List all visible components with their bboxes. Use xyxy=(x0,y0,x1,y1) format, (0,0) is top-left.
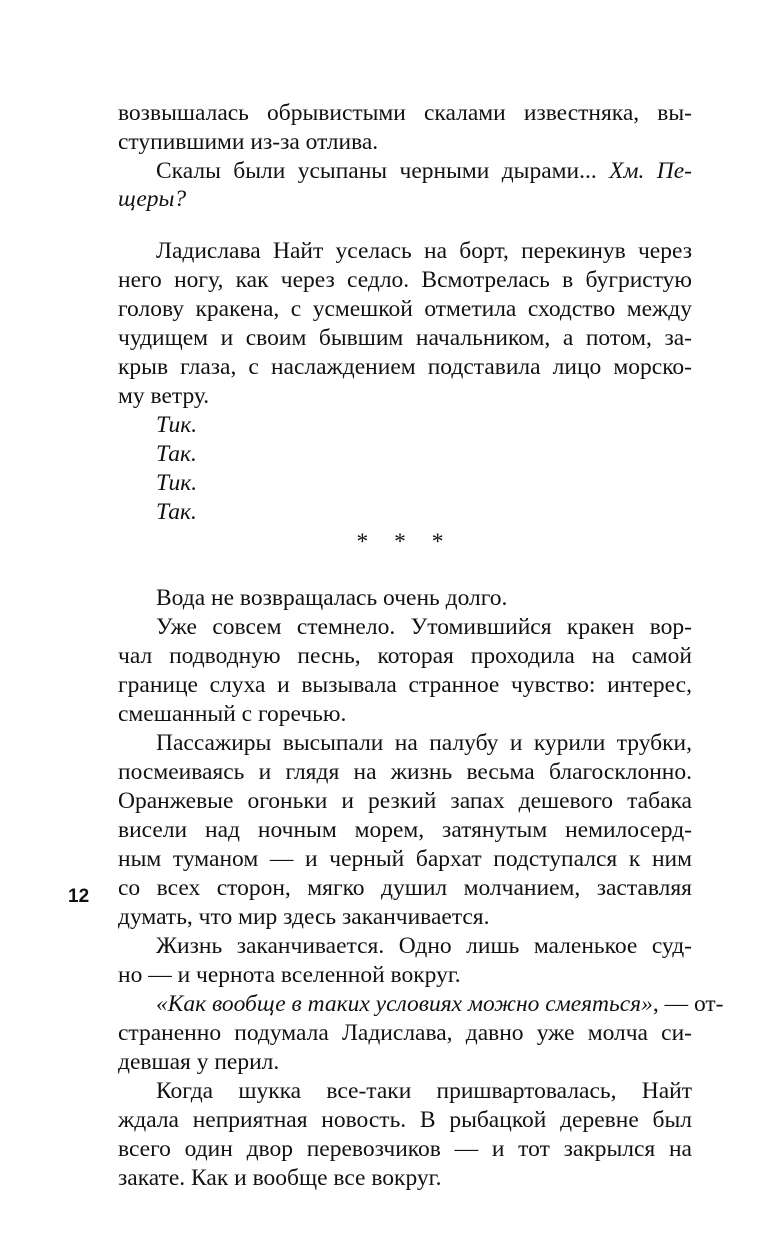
text-line: Уже совсем стемнело. Утомившийся кракен вор- xyxy=(156,614,692,640)
text-line: думать, что мир здесь заканчивается. xyxy=(118,904,490,930)
italic-text-line: щеры? xyxy=(118,186,187,212)
italic-quote: «Как вообще в таких условиях можно смеяться» xyxy=(156,991,653,1017)
text-line xyxy=(156,989,724,1019)
text-line: ждала неприятная новость. В рыбацкой деревне был xyxy=(118,1107,692,1133)
text-line: возвышалась обрывистыми скалами известняка, вы- xyxy=(118,100,692,126)
italic-text-line: Тик. xyxy=(156,470,198,496)
page-number: 12 xyxy=(68,886,90,907)
text-line: Пассажиры высыпали на палубу и курили трубки, xyxy=(156,730,692,756)
text-line xyxy=(156,156,692,186)
text-line: чудищем и своим бывшим начальником, а потом, за- xyxy=(118,325,692,351)
text-line: крыв глаза, с наслаждением подставила лицо морско- xyxy=(118,354,692,380)
text-line: но — и чернота вселенной вокруг. xyxy=(118,962,461,988)
text-line: девшая у перил. xyxy=(118,1049,280,1075)
text-line: Вода не возвращалась очень долго. xyxy=(156,585,508,611)
text-line: му ветру. xyxy=(118,383,210,409)
italic-text-line: Так. xyxy=(156,499,197,525)
text-line: висели над ночным морем, затянутым немилосерд- xyxy=(118,817,692,843)
text-line: ным туманом — и черный бархат подступался к ним xyxy=(118,846,692,872)
italic-text: Хм. Пе- xyxy=(609,158,692,184)
text-line: смешанный с горечью. xyxy=(118,701,347,727)
text-line: Ладислава Найт уселась на борт, перекинув через xyxy=(156,238,692,264)
text-span: , — от- xyxy=(652,991,724,1017)
text-line: Когда шукка все-таки пришвартовалась, Найт xyxy=(156,1078,692,1104)
italic-text-line: Тик. xyxy=(156,412,198,438)
section-separator: * * * xyxy=(356,529,454,555)
text-line: границе слуха и вызывала странное чувство: интерес, xyxy=(118,672,692,698)
text-line: Оранжевые огоньки и резкий запах дешевого табака xyxy=(118,788,692,814)
text-line: него ногу, как через седло. Всмотрелась в бугристую xyxy=(118,267,692,293)
text-line: посмеиваясь и глядя на жизнь весьма благосклонно. xyxy=(118,759,692,785)
text-span: Скалы были усыпаны черными дырами... xyxy=(156,158,610,184)
text-line: Жизнь заканчивается. Одно лишь маленькое суд- xyxy=(156,933,692,959)
italic-text-line: Так. xyxy=(156,441,197,467)
text-line: страненно подумала Ладислава, давно уже молча си- xyxy=(118,1020,692,1046)
text-line: голову кракена, с усмешкой отметила сходство между xyxy=(118,296,692,322)
text-line: чал подводную песнь, которая проходила на самой xyxy=(118,643,692,669)
text-line: со всех сторон, мягко душил молчанием, заставляя xyxy=(118,875,692,901)
text-line: закате. Как и вообще все вокруг. xyxy=(118,1165,442,1191)
text-line: всего один двор перевозчиков — и тот закрылся на xyxy=(118,1136,692,1162)
text-line: ступившими из-за отлива. xyxy=(118,129,379,155)
